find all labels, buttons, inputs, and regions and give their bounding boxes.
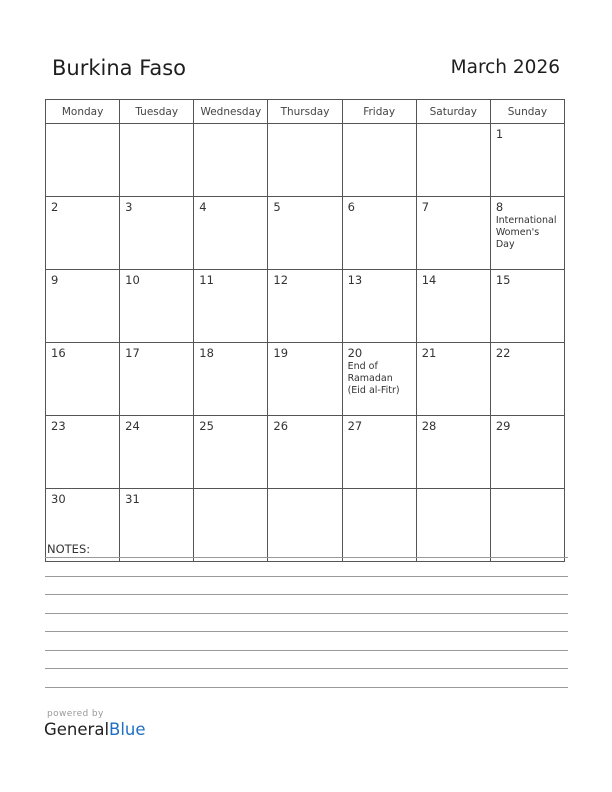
day-cell [490, 197, 564, 270]
day-number: 31 [125, 492, 140, 506]
day-cell [120, 270, 194, 343]
note-line [45, 557, 568, 558]
week-row [46, 489, 565, 562]
day-number: 28 [421, 419, 437, 433]
day-cell [120, 343, 194, 416]
holiday-label: End of Ramadan (Eid al-Fitr) [347, 361, 400, 396]
week-row [46, 270, 565, 343]
day-number: 25 [199, 419, 214, 433]
week-row [46, 343, 565, 416]
brand-blue: Blue [109, 720, 146, 739]
weekday-header: Wednesday [194, 100, 268, 124]
note-line [45, 650, 568, 651]
day-cell [416, 343, 490, 416]
day-cell [490, 343, 564, 416]
day-cell [268, 124, 342, 197]
day-number: 16 [51, 346, 66, 360]
day-cell [416, 270, 490, 343]
day-cell [46, 416, 120, 489]
day-cell [416, 489, 490, 562]
day-number: 13 [347, 273, 363, 287]
weekday-header: Saturday [416, 100, 490, 124]
note-line [45, 631, 568, 632]
day-cell [490, 124, 564, 197]
day-number: 14 [421, 273, 437, 287]
weekday-header: Sunday [490, 100, 564, 124]
day-number: 24 [125, 419, 140, 433]
note-line [45, 576, 568, 577]
day-cell [46, 343, 120, 416]
day-cell [342, 343, 416, 416]
day-number: 9 [51, 273, 59, 287]
day-number: 10 [125, 273, 140, 287]
day-cell [194, 124, 268, 197]
day-cell [268, 416, 342, 489]
day-cell [268, 343, 342, 416]
day-cell [342, 270, 416, 343]
country-title: Burkina Faso [52, 56, 187, 80]
day-cell [46, 270, 120, 343]
day-cell [194, 489, 268, 562]
day-cell [268, 270, 342, 343]
day-number: 21 [421, 346, 437, 360]
day-number: 18 [199, 346, 214, 360]
day-number: 5 [273, 200, 281, 214]
day-cell [194, 416, 268, 489]
day-cell [342, 416, 416, 489]
week-row [46, 124, 565, 197]
day-number: 3 [125, 200, 133, 214]
weekday-header: Thursday [268, 100, 342, 124]
day-cell [416, 416, 490, 489]
day-cell [46, 124, 120, 197]
day-cell [194, 343, 268, 416]
calendar-grid [45, 99, 565, 562]
day-number: 2 [51, 200, 59, 214]
day-number: 11 [199, 273, 214, 287]
day-number: 15 [495, 273, 511, 287]
day-number: 1 [495, 127, 504, 141]
month-title: March 2026 [450, 57, 560, 78]
week-row [46, 416, 565, 489]
day-cell [416, 197, 490, 270]
note-line [45, 613, 568, 614]
powered-by-text: powered by [47, 709, 104, 719]
notes-label: NOTES: [47, 542, 91, 556]
day-number: 8 [495, 200, 504, 214]
day-number: 26 [273, 419, 289, 433]
note-line [45, 687, 568, 688]
day-number: 19 [273, 346, 289, 360]
day-cell [342, 124, 416, 197]
day-number: 6 [347, 200, 355, 214]
day-cell [490, 489, 564, 562]
note-line [45, 668, 568, 669]
week-row [46, 197, 565, 270]
brand-logo[interactable] [44, 720, 146, 739]
day-cell [46, 197, 120, 270]
day-number: 4 [199, 200, 207, 214]
day-number: 29 [495, 419, 511, 433]
day-cell [120, 197, 194, 270]
day-number: 22 [495, 346, 511, 360]
day-number: 17 [125, 346, 140, 360]
day-cell [268, 489, 342, 562]
day-cell [120, 416, 194, 489]
day-cell [342, 489, 416, 562]
day-number: 12 [273, 273, 289, 287]
day-cell [490, 270, 564, 343]
day-cell [120, 124, 194, 197]
weekday-header-row [46, 100, 565, 124]
weekday-header: Tuesday [120, 100, 194, 124]
day-cell [342, 197, 416, 270]
holiday-label: International Women's Day [495, 215, 557, 250]
weekday-header: Friday [342, 100, 416, 124]
day-cell [194, 270, 268, 343]
day-number: 20 [347, 346, 363, 360]
brand-general: General [44, 720, 110, 739]
day-cell [416, 124, 490, 197]
day-number: 30 [51, 492, 66, 506]
day-cell [120, 489, 194, 562]
day-cell [194, 197, 268, 270]
day-number: 23 [51, 419, 66, 433]
day-cell [490, 416, 564, 489]
day-number: 27 [347, 419, 363, 433]
day-cell [268, 197, 342, 270]
weekday-header: Monday [46, 100, 120, 124]
note-line [45, 594, 568, 595]
day-number: 7 [421, 200, 430, 214]
